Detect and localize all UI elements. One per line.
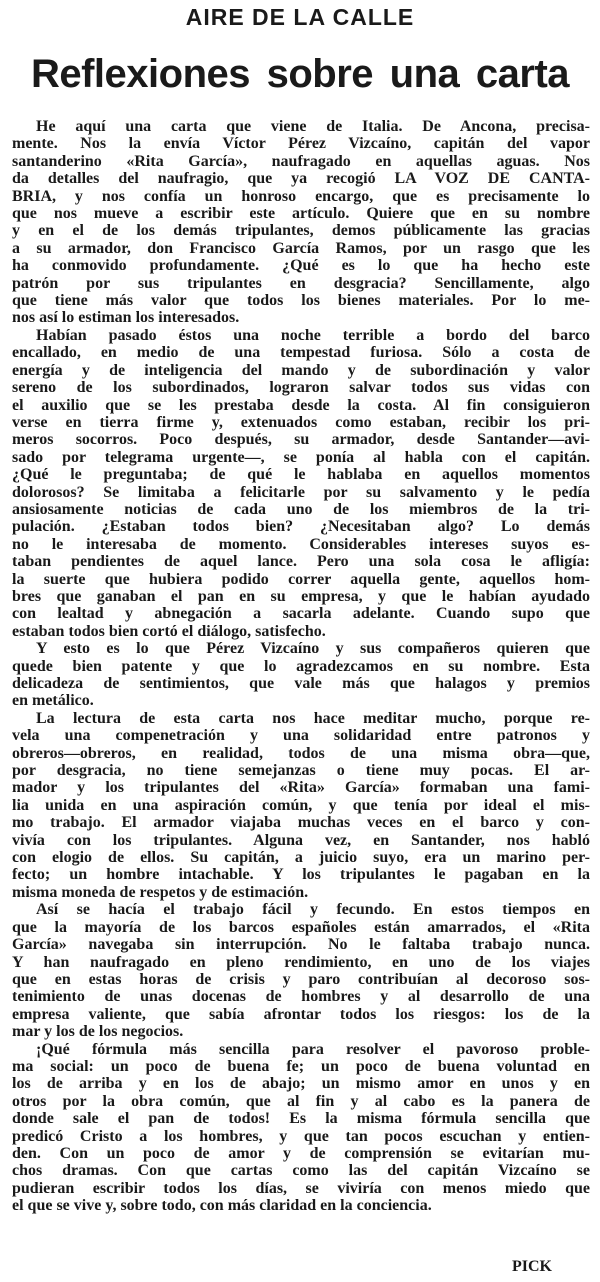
text-line: mador y los tripulantes del «Rita» García» formaban una fami-: [12, 779, 590, 797]
text-line: empresa valiente, que sabía afrontar todos los riesgos: los de la: [12, 1005, 590, 1023]
text-line: energía y de inteligencia del mando y de subordinación y valor: [12, 361, 590, 379]
text-line: pulación. ¿Estaban todos bien? ¿Necesitaban algo? Lo demás: [12, 518, 590, 536]
text-line: sereno de los subordinados, lograron salvar todos sus vidas con: [12, 379, 590, 397]
text-line: fecto; un hombre intachable. Y los tripulantes le pagaban en la: [12, 866, 590, 884]
paragraph: [12, 118, 590, 327]
text-line: nos así lo estiman los interesados.: [12, 309, 240, 327]
text-line: den. Con un poco de amor y de comprensión se evitarían mu-: [12, 1144, 590, 1162]
text-line: He aquí una carta que viene de Italia. De Ancona, precisa-: [36, 118, 590, 135]
text-line: el que se vive y, sobre todo, con más claridad en la conciencia.: [12, 1197, 432, 1215]
text-line: dolorosos? Se limitaba a felicitarle por su salvamento y le pedía: [12, 483, 590, 501]
text-line: obreros—obreros, en realidad, todos de una misma obra—que,: [12, 744, 590, 762]
text-line: vivía con los tripulantes. Alguna vez, en Santander, nos habló: [12, 831, 590, 849]
text-line: ¡Qué fórmula más sencilla para resolver el pavoroso proble-: [36, 1040, 590, 1058]
text-line: pudieran escribir todos los días, se viviría con menos miedo que: [12, 1179, 590, 1197]
text-line: tenimiento de unas docenas de hombres y al desarrollo de una: [12, 988, 590, 1006]
text-line: donde sale el pan de todos! Es la misma fórmula sencilla que: [12, 1110, 590, 1128]
paragraph: [12, 640, 590, 710]
text-line: da detalles del naufragio, que ya recogió LA VOZ DE CANTA-: [12, 170, 590, 188]
text-line: bres que ganaban el pan en su empresa, y que le habían ayudado: [12, 587, 590, 605]
text-line: que nos mueve a escribir este artículo. Quiere que en su nombre: [12, 205, 590, 223]
text-line: meros socorros. Poco después, su armador, desde Santander—avi-: [12, 431, 590, 449]
text-line: que en estas horas de crisis y paro contribuían al decoroso sos-: [12, 970, 590, 988]
section-heading: AIRE DE LA CALLE: [185, 4, 415, 30]
paragraph: [12, 327, 590, 640]
headline: Reflexiones sobre una carta: [30, 52, 570, 96]
text-line: mo trabajo. El armador viajaba muchas veces en el barco y con-: [12, 814, 590, 832]
text-line: Así se hacía el trabajo fácil y fecundo. En estos tiempos en: [36, 901, 590, 919]
text-line: santanderino «Rita García», naufragado en aquellas aguas. Nos: [12, 152, 590, 170]
author-signature: PICK: [512, 1258, 552, 1275]
text-line: lia unida en una aspiración común, y que tenía por ideal el mis-: [12, 796, 590, 814]
text-line: mente. Nos la envía Víctor Pérez Vizcaíno, capitán del vapor: [12, 135, 590, 153]
text-line: delicadeza de sentimientos, que vale más que halagos y premios: [12, 675, 590, 692]
text-line: taban pendientes de aquel lance. Pero una sola cosa le afligía:: [12, 553, 590, 571]
text-line: la suerte que hubiera podido correr aquella gente, aquellos hom-: [12, 570, 590, 588]
text-line: Y esto es lo que Pérez Vizcaíno y sus compañeros quieren que: [36, 640, 590, 658]
text-line: verse en tierra firme y, extenuados como estaban, recibir los pri-: [12, 413, 590, 431]
article-body: [12, 118, 590, 1215]
text-line: estaban todos bien cortó el diálogo, satisfecho.: [12, 622, 326, 640]
text-line: BRIA, y nos confía un honroso encargo, que es precisamente lo: [12, 187, 590, 205]
text-line: chos dramas. Con que cartas como las del capitán Vizcaíno se: [12, 1162, 590, 1180]
text-line: en metálico.: [12, 692, 94, 710]
text-line: ma social: un poco de buena fe; un poco de buena voluntad en: [12, 1057, 590, 1075]
text-line: patrón por sus tripulantes en desgracia? Sencillamente, algo: [12, 274, 590, 292]
text-line: no le interesaba de momento. Considerables intereses suyos es-: [12, 535, 590, 553]
text-line: sado por telegrama urgente—, se ponía al habla con el capitán.: [12, 448, 590, 466]
text-line: y en el de los demás tripulantes, demos públicamente las gracias: [12, 222, 590, 240]
paragraph: [12, 1041, 590, 1215]
paragraph: [12, 710, 590, 901]
text-line: ansiosamente noticias de cada uno de los miembros de la tri-: [12, 500, 590, 518]
text-line: por desgracia, no tiene semejanzas o tiene muy pocas. El ar-: [12, 762, 590, 780]
text-line: que tiene más valor que todos los bienes materiales. Por lo me-: [12, 292, 590, 310]
text-line: misma moneda de respetos y de estimación.: [12, 883, 309, 901]
text-line: Habían pasado éstos una noche terrible a bordo del barco: [36, 326, 590, 344]
text-line: con lealtad y abnegación a sacarla adelante. Cuando supo que: [12, 605, 590, 623]
text-line: el auxilio que se les prestaba desde la costa. Al fin consiguieron: [12, 396, 590, 414]
text-line: otros por la obra común, que al fin y al cabo es la panera de: [12, 1092, 590, 1110]
text-line: quede bien patente y que lo agradezcamos en su nombre. Esta: [12, 657, 590, 675]
text-line: La lectura de esta carta nos hace meditar mucho, porque re-: [36, 709, 590, 727]
text-line: con elogio de ellos. Su capitán, a juicio suyo, era un marino per-: [12, 849, 590, 867]
text-line: a su armador, don Francisco García Ramos, por un rasgo que les: [12, 239, 590, 257]
text-line: los de arriba y en los de abajo; un mismo amor en unos y en: [12, 1075, 590, 1093]
text-line: mar y los de los negocios.: [12, 1023, 184, 1041]
text-line: Y han naufragado en pleno rendimiento, en uno de los viajes: [12, 953, 590, 971]
paragraph: [12, 901, 590, 1040]
text-line: que la mayoría de los barcos españoles están amarrados, el «Rita: [12, 918, 590, 936]
text-line: vela una compenetración y una solidaridad entre patronos y: [12, 727, 590, 745]
text-line: ha conmovido profundamente. ¿Qué es lo que ha hecho este: [12, 257, 590, 275]
text-line: García» navegaba sin interrupción. No le faltaba trabajo nunca.: [12, 936, 590, 954]
text-line: ¿Qué le preguntaba; de qué le hablaba en aquellos momentos: [12, 466, 590, 484]
text-line: encallado, en medio de una tempestad furiosa. Sólo a costa de: [12, 344, 590, 362]
text-line: predicó Cristo a los hombres, y que tan pocos escuchan y entien-: [12, 1127, 590, 1145]
